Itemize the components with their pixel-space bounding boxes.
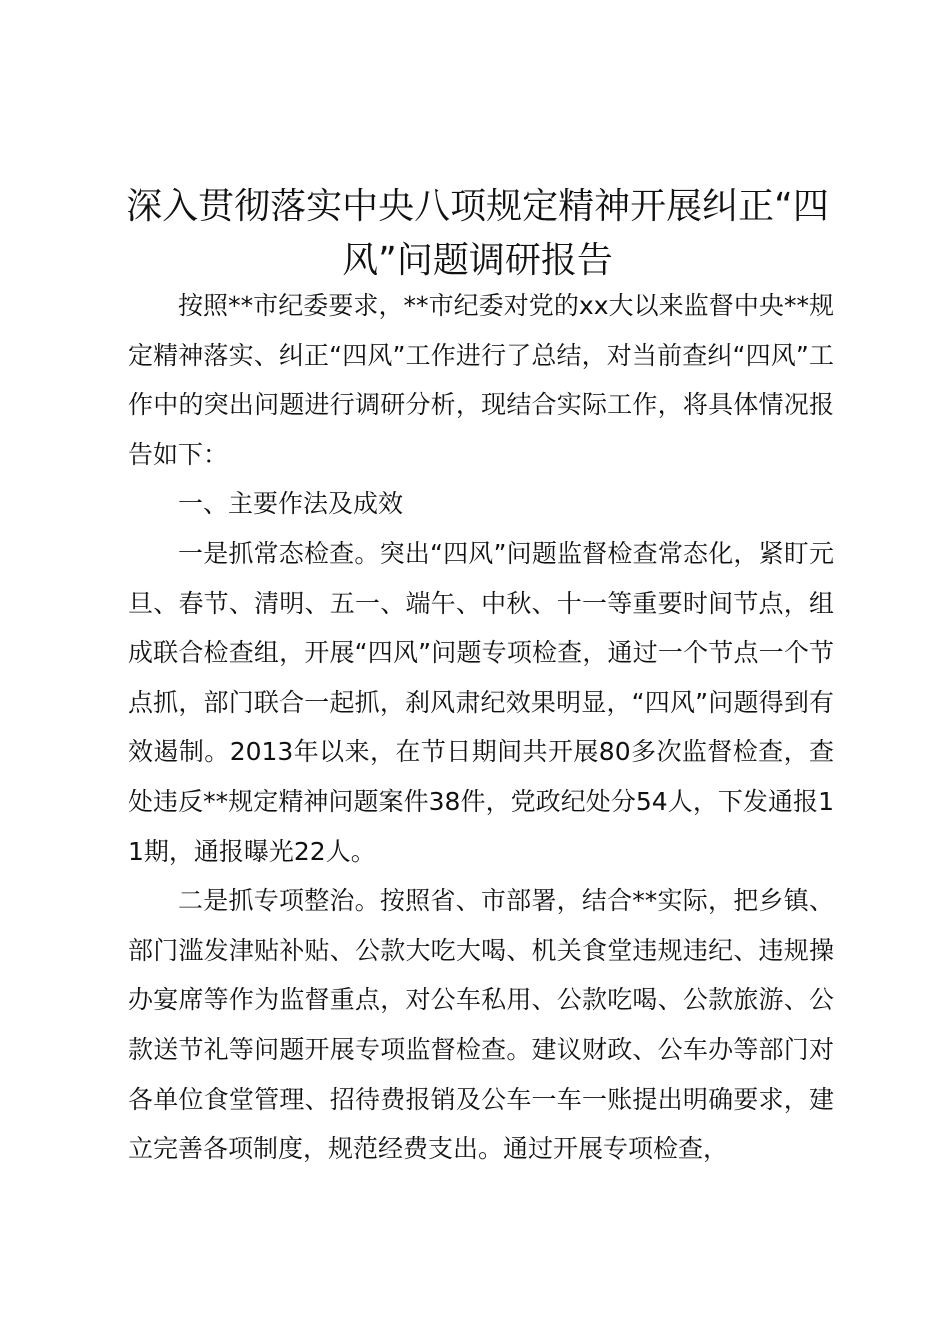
document-body [128,281,834,1174]
document-title: 深入贯彻落实中央八项规定精神开展纠正“四风”问题调研报告 [126,186,829,281]
body-paragraph-2: 二是抓专项整治。按照省、市部署，结合**实际，把乡镇、部门滥发津贴补贴、公款大吃大喝、机关食堂违规违纪、违规操办宴席等作为监督重点，对公车私用、公款吃喝、公款旅游、公款送节礼等问题开展专项监督检查。建议财政、公车办等部门对各单位食堂管理、招待费报销及公车一车一账提出明确要求，建立完善各项制度，规范经费支出。通过开展专项检查， [128,886,834,1164]
section-heading: 一、主要作法及成效 [178,489,404,519]
body-paragraph-1: 一是抓常态检查。突出“四风”问题监督检查常态化，紧盯元旦、春节、清明、五一、端午、中秋、十一等重要时间节点，组成联合检查组，开展“四风”问题专项检查，通过一个节点一个节点抓，部门联合一起抓，刹风肃纪效果明显，“四风”问题得到有效遏制。2013年以来，在节日期间共开展80多次监督检查，查处违反**规定精神问题案件38件，党政纪处分54人，下发通报11期，通报曝光22人。 [128,538,834,866]
intro-paragraph: 按照**市纪委要求，**市纪委对党的xx大以来监督中央**规定精神落实、纠正“四风”工作进行了总结，对当前查纠“四风”工作中的突出问题进行调研分析，现结合实际工作，将具体情况报告如下： [128,291,834,469]
